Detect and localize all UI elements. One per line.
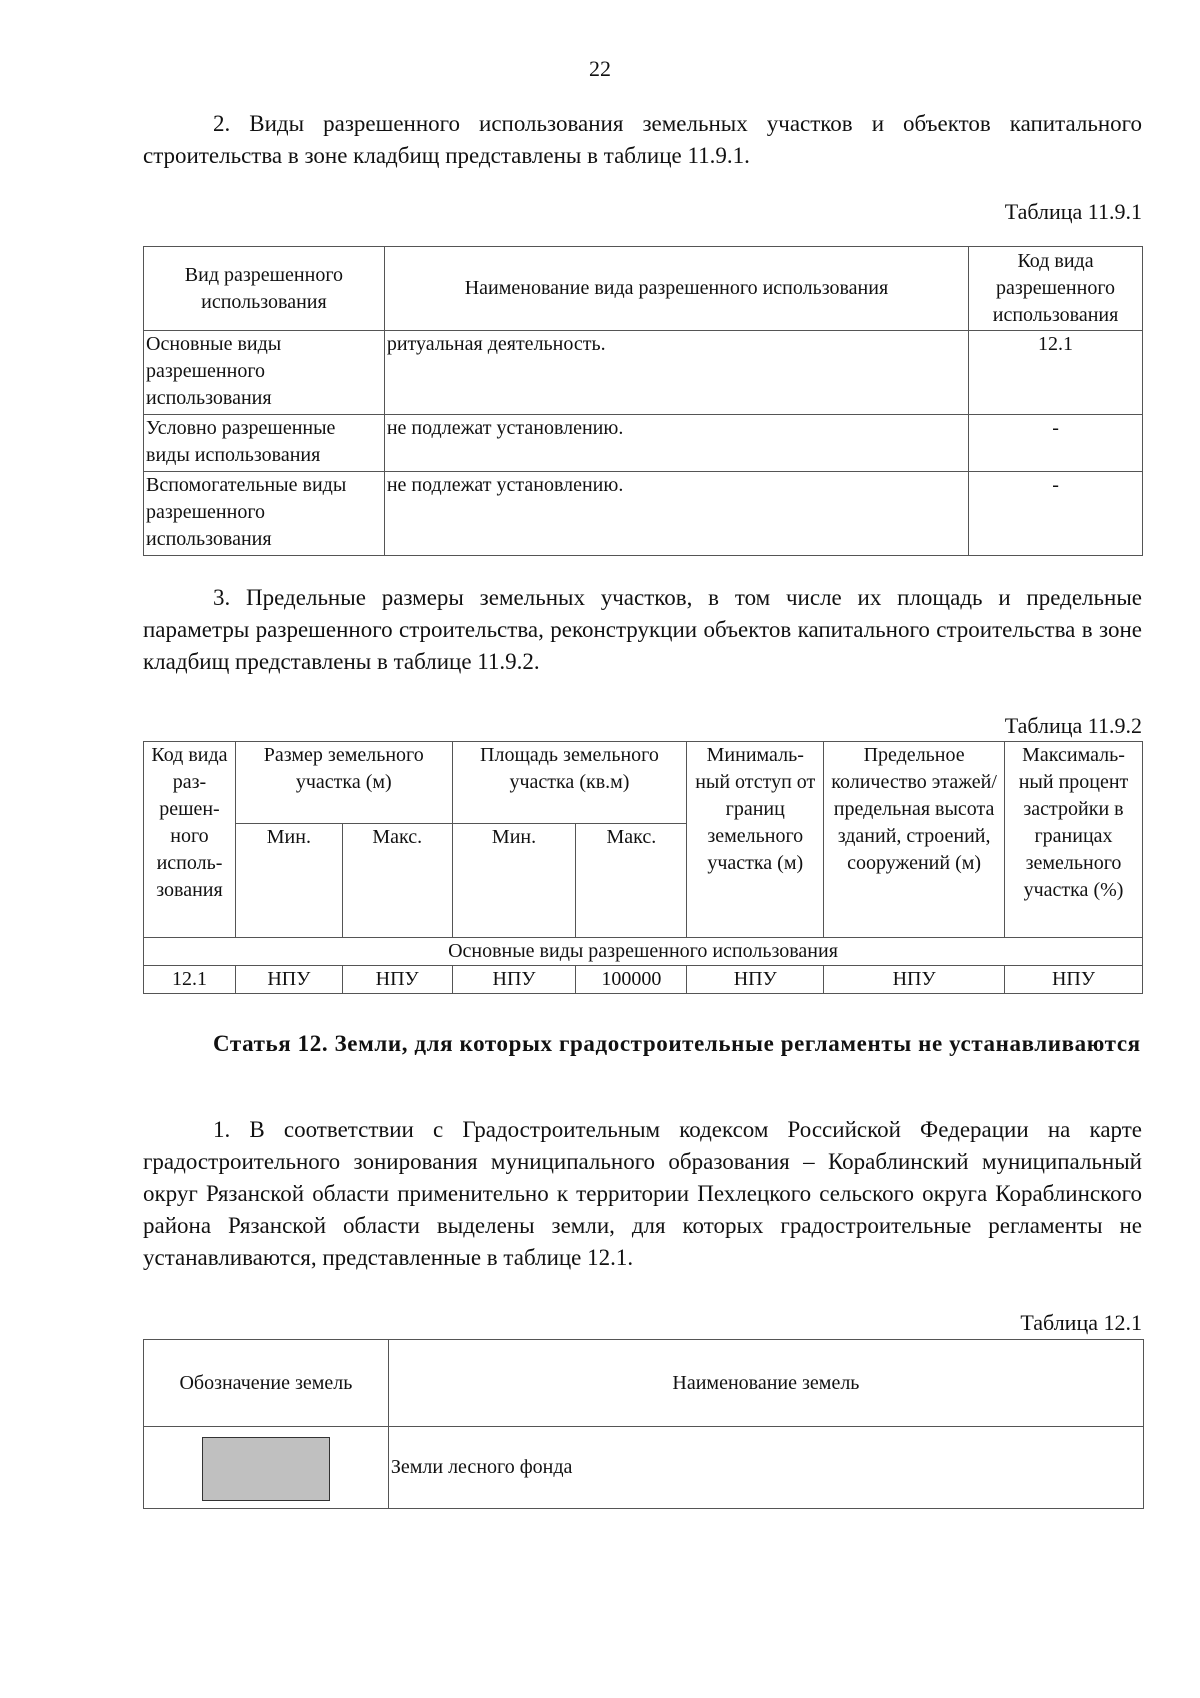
use-name-cell: не подлежат установлению.	[384, 415, 968, 472]
header-size-max: Макс.	[342, 824, 452, 938]
use-type-cell: Основные виды разрешенного использования	[144, 331, 385, 415]
header-use-type: Вид разрешенного использования	[144, 247, 385, 331]
header-size-min: Мин.	[235, 824, 342, 938]
section-label: Основные виды разрешенного использования	[144, 938, 1143, 966]
table-row	[144, 415, 1143, 472]
parameters-table	[143, 741, 1143, 994]
use-code-cell: 12.1	[969, 331, 1143, 415]
table-11-9-2-caption: Таблица 11.9.2	[1004, 713, 1142, 738]
table-row	[144, 472, 1143, 556]
table-12-1-caption: Таблица 12.1	[1020, 1310, 1142, 1335]
use-type-cell: Вспомогательные виды разрешенного использования	[144, 472, 385, 556]
header-code: Код вида раз-решен-ного исполь-зования	[144, 742, 236, 938]
header-land-designation: Обозначение земель	[144, 1340, 389, 1427]
row-area-max: 100000	[576, 966, 687, 994]
table-row	[144, 1427, 1144, 1509]
table-header-row	[144, 247, 1143, 331]
paragraph-article-12-1: 1. В соответствии с Градостроительным кодексом Российской Федерации на карте градостроительного зонирования муниципального образования – Кораблинский муниципальный округ Рязанской области применительно к территории Пехлецкого сельского округа Кораблинского района Рязанской области выделены земли, для которых градостроительные регламенты не устанавливаются, представленные в таблице 12.1.	[143, 1117, 1142, 1270]
paragraph-3: 3. Предельные размеры земельных участков, в том числе их площадь и предельные параметры разрешенного строительства, реконструкции объектов капитального строительства в зоне кладбищ представлены в таблице 11.9.2.	[143, 585, 1142, 674]
header-min-setback: Минималь-ный отступ от границ земельного участка (м)	[687, 742, 824, 938]
land-name-cell: Земли лесного фонда	[388, 1427, 1143, 1509]
header-plot-area: Площадь земельного участка (кв.м)	[452, 742, 687, 824]
row-area-min: НПУ	[452, 966, 576, 994]
use-code-cell: -	[969, 415, 1143, 472]
row-floors: НПУ	[824, 966, 1005, 994]
row-code: 12.1	[144, 966, 236, 994]
table-header-row	[144, 742, 1143, 824]
row-size-max: НПУ	[342, 966, 452, 994]
header-area-max: Макс.	[576, 824, 687, 938]
header-max-floors: Предельное количество этажей/ предельная высота зданий, строений, сооружений (м)	[824, 742, 1005, 938]
header-land-name: Наименование земель	[388, 1340, 1143, 1427]
page-number: 22	[589, 56, 611, 81]
row-size-min: НПУ	[235, 966, 342, 994]
header-use-name: Наименование вида разрешенного использования	[384, 247, 968, 331]
use-name-cell: ритуальная деятельность.	[384, 331, 968, 415]
header-plot-size: Размер земельного участка (м)	[235, 742, 452, 824]
table-row	[144, 331, 1143, 415]
land-designation-cell	[144, 1427, 389, 1509]
table-row	[144, 966, 1143, 994]
use-name-cell: не подлежат установлению.	[384, 472, 968, 556]
table-header-row	[144, 1340, 1144, 1427]
header-area-min: Мин.	[452, 824, 576, 938]
table-11-9-1-caption: Таблица 11.9.1	[1004, 199, 1142, 224]
lands-table	[143, 1339, 1144, 1509]
paragraph-2: 2. Виды разрешенного использования земельных участков и объектов капитального строительства в зоне кладбищ представлены в таблице 11.9.1.	[143, 111, 1142, 168]
header-use-code: Код вида разрешенного использования	[969, 247, 1143, 331]
table-section-row	[144, 938, 1143, 966]
row-setback: НПУ	[687, 966, 824, 994]
use-code-cell: -	[969, 472, 1143, 556]
row-coverage: НПУ	[1005, 966, 1143, 994]
forest-fund-legend-swatch	[202, 1437, 330, 1501]
header-max-coverage: Максималь-ный процент застройки в границах земельного участка (%)	[1005, 742, 1143, 938]
use-type-cell: Условно разрешенные виды использования	[144, 415, 385, 472]
article-12-heading: Статья 12. Земли, для которых градостроительные регламенты не устанавливаются	[213, 1031, 1141, 1056]
permitted-use-table	[143, 246, 1143, 556]
